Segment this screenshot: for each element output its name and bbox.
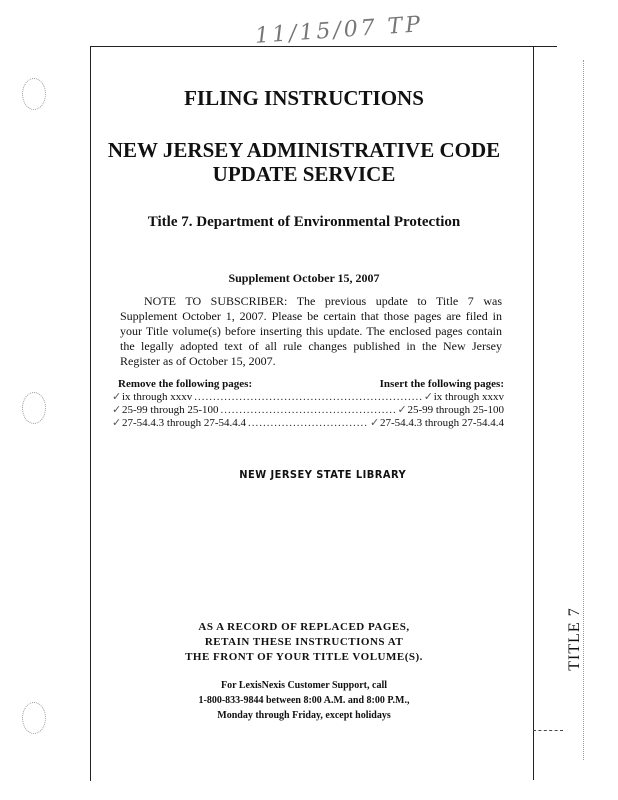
record-line2: RETAIN THESE INSTRUCTIONS AT [204,636,404,648]
support-line2: 1-800-833-9844 between 8:00 A.M. and 8:00 P.M., [198,695,410,706]
code-title [54,138,554,186]
table-row [112,391,504,404]
page-title: FILING INSTRUCTIONS [184,86,424,110]
remove-pages: 25-99 through 25-100 [122,404,219,416]
table-row [112,404,504,417]
record-line1: AS A RECORD OF REPLACED PAGES, [198,621,410,633]
tab-edge-top [533,46,557,47]
checkmark-icon: ✓ [423,391,433,403]
code-title-line2: UPDATE SERVICE [212,162,396,186]
supplement-date: Supplement October 15, 2007 [228,271,380,285]
title-name: Title 7. Department of Environmental Protection [147,214,461,230]
record-instructions [54,620,554,665]
punch-hole-bottom [22,702,46,734]
checkmark-icon: ✓ [112,391,122,403]
punch-hole-middle [22,392,46,424]
remove-pages: 27-54.4.3 through 27-54.4.4 [122,417,247,429]
record-line3: THE FRONT OF YOUR TITLE VOLUME(S). [185,651,423,663]
leader-dots [221,404,396,417]
library-stamp: NEW JERSEY STATE LIBRARY [239,468,407,481]
spine-label: TITLE 7 [566,607,583,671]
tab-edge-bottom [533,730,563,731]
leader-dots [248,417,368,430]
insert-pages: 25-99 through 25-100 [407,404,504,416]
checkmark-icon: ✓ [369,417,380,429]
remove-pages: ix through xxxv [122,391,193,403]
checkmark-icon: ✓ [397,404,407,416]
leader-dots [194,391,421,404]
code-title-line1: NEW JERSEY ADMINISTRATIVE CODE [107,138,501,162]
insert-pages: ix through xxxv [433,391,504,403]
support-line1: For LexisNexis Customer Support, call [220,680,387,691]
insert-pages: 27-54.4.3 through 27-54.4.4 [379,417,504,429]
table-row [112,417,504,430]
insert-header: Insert the following pages: [379,378,504,390]
customer-support [54,678,554,723]
support-line3: Monday through Friday, except holidays [217,710,391,721]
handwritten-date: 11/15/07 TP [254,12,424,49]
checkmark-icon: ✓ [112,417,122,429]
checkmark-icon: ✓ [112,404,122,416]
punch-hole-top [22,78,46,110]
page-replacement-table [112,378,504,430]
table-header [112,378,504,391]
remove-header: Remove the following pages: [118,378,253,390]
subscriber-note: NOTE TO SUBSCRIBER: The previous update to Title 7 was Supplement October 1, 2007. Please be certain that those pages are filed in your Title volume(s) before inserting this update. The enclosed pages contain the legally adopted text of all rule changes published in the New Jersey Register as of October 15, 2007. [120,294,502,368]
